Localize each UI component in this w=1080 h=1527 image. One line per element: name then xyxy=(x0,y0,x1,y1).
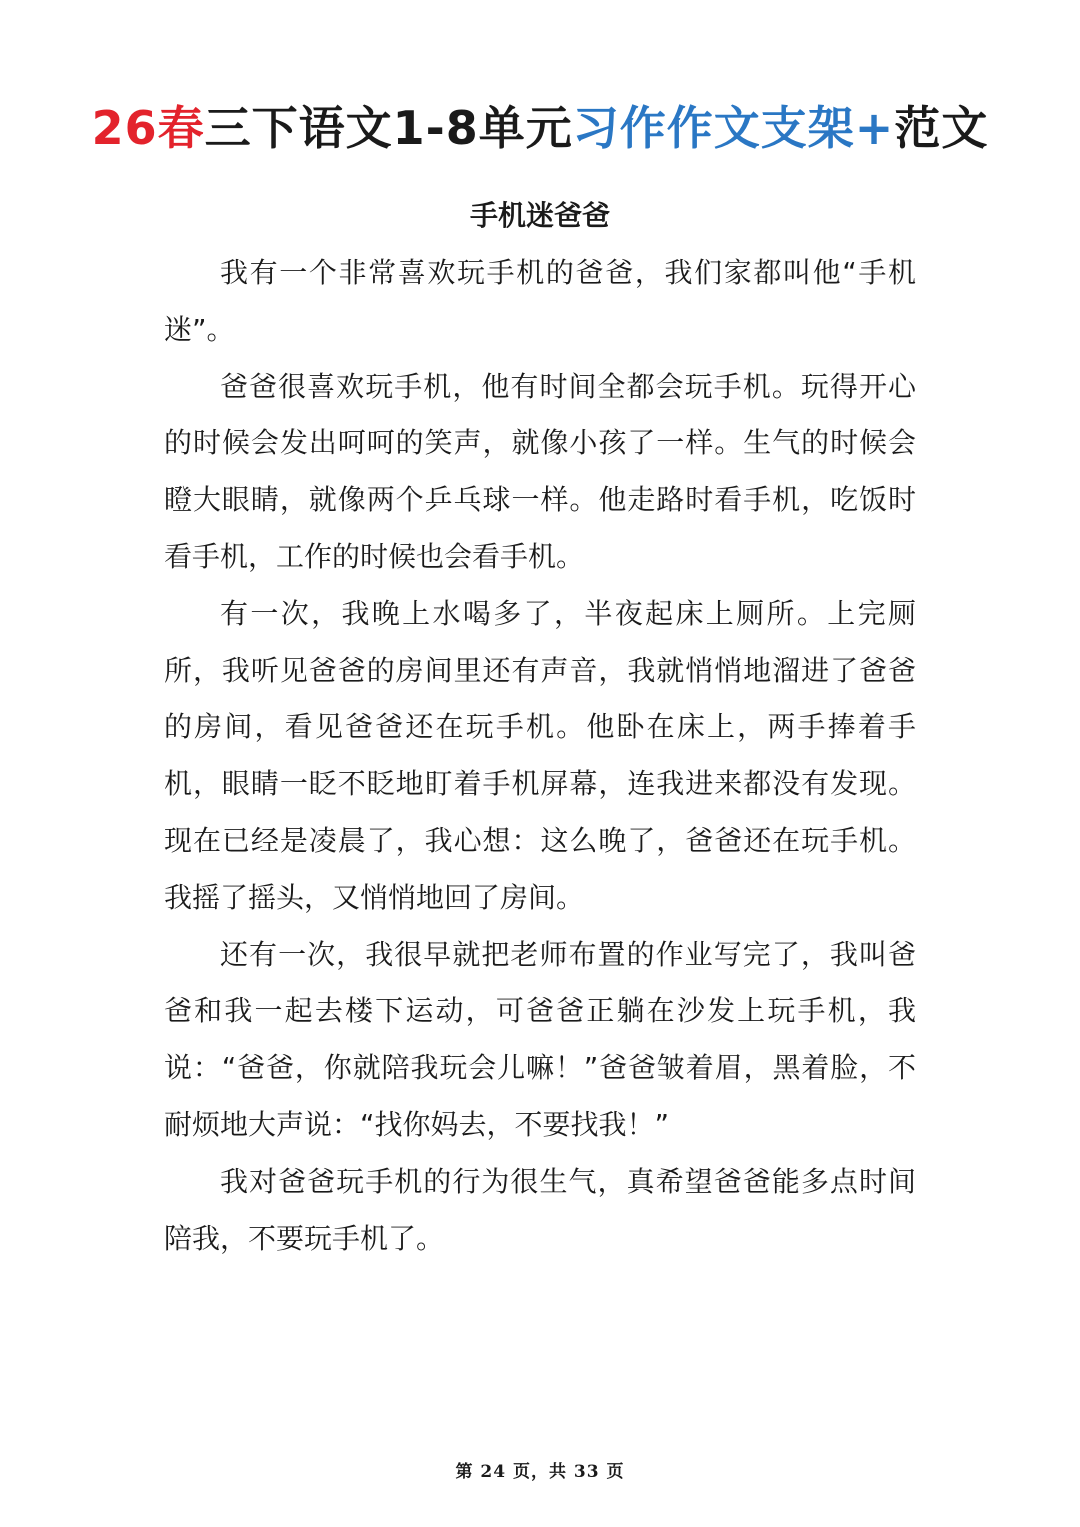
essay-paragraph: 爸爸很喜欢玩手机，他有时间全都会玩手机。玩得开心的时候会发出呵呵的笑声，就像小孩了一样。生气的时候会瞪大眼睛，就像两个乒乓球一样。他走路时看手机，吃饭时看手机，工作的时候也会看手机。 xyxy=(164,369,916,573)
essay-title: 手机迷爸爸 xyxy=(469,199,610,232)
banner-model-essay: 范文 xyxy=(894,101,989,155)
banner-year-term: 26春 xyxy=(91,101,205,155)
banner-title xyxy=(0,96,1080,160)
essay-paragraph: 我有一个非常喜欢玩手机的爸爸，我们家都叫他“手机迷”。 xyxy=(164,256,916,346)
page-number-footer: 第 24 页，共 33 页 xyxy=(455,1462,625,1482)
essay-paragraph: 还有一次，我很早就把老师布置的作业写完了，我叫爸爸和我一起去楼下运动，可爸爸正躺在沙发上玩手机，我说：“爸爸，你就陪我玩会儿嘛！”爸爸皱着眉，黑着脸，不耐烦地大声说：“找你妈去，不要找我！” xyxy=(164,937,916,1141)
essay-paragraph: 有一次，我晚上水喝多了，半夜起床上厕所。上完厕所，我听见爸爸的房间里还有声音，我就悄悄地溜进了爸爸的房间，看见爸爸还在玩手机。他卧在床上，两手捧着手机，眼睛一眨不眨地盯着手机屏幕，连我进来都没有发现。现在已经是凌晨了，我心想：这么晚了，爸爸还在玩手机。我摇了摇头，又悄悄地回了房间。 xyxy=(164,596,916,914)
banner-writing-scaffold: 习作作文支架 xyxy=(572,101,855,155)
essay-paragraph: 我对爸爸玩手机的行为很生气，真希望爸爸能多点时间陪我，不要玩手机了。 xyxy=(164,1164,916,1255)
essay-body xyxy=(164,245,916,1267)
banner-plus: + xyxy=(854,101,895,155)
banner-grade-units: 三下语文1-8单元 xyxy=(204,101,573,155)
